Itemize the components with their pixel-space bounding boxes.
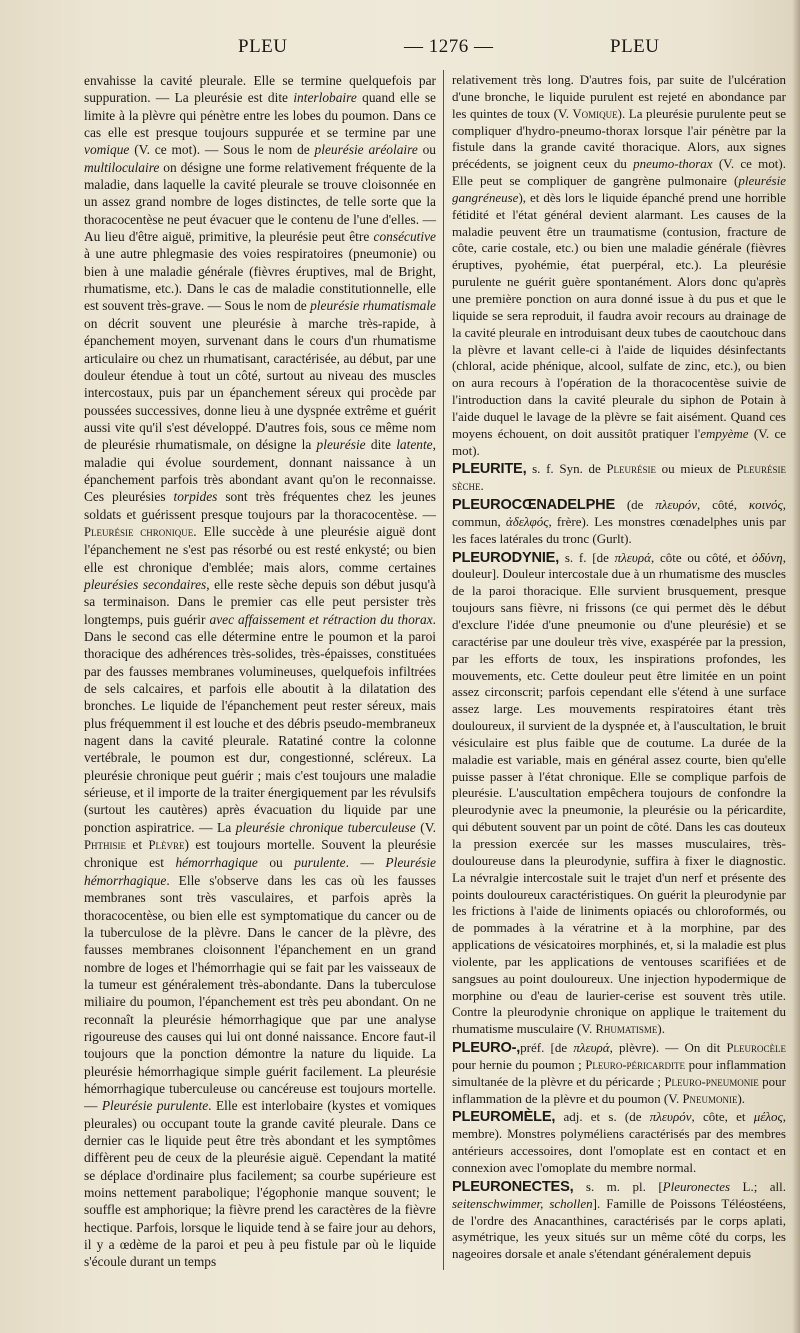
pleuresie-continuation: envahisse la cavité pleurale. Elle se termine quelquefois par suppuration. — La pleurésie est dite interlobaire quand elle se limite à la plèvre qui pénètre entre les lobes du poumon. Dans ce cas elle est presque toujours suppurée et se termine par une vomique (V. ce mot). — Sous le nom de pleurésie aréolaire ou multiloculaire on désigne une forme relativement fréquente de la maladie, dans laquelle la cavité pleurale se trouve cloisonnée en un assez grand nombre de loges distinctes, de telle sorte que la thoracocentèse ne peut évacuer que le contenu de l'une d'elles. — Au lieu d'être aiguë, primitive, la pleurésie peut être consécutive à une autre phlegmasie des voies respiratoires (pneumonie) ou bien à une maladie générale (fièvres éruptives, mal de Bright, rhumatisme, etc.). Dans le cas de maladie constitutionnelle, elle est souvent très-grave. — Sous le nom de pleurésie rhumatismale on décrit souvent une pleurésie à marche très-rapide, à épanchement moyen, survenant dans le cours d'un rhumatisme articulaire ou chez un rhumatisant, caractérisée, au début, par une douleur étendue à tout un côté, surtout au niveau des muscles intercostaux, puis par un épanchement séreux qui procède par poussées successives, donne lieu à une dyspnée extrême et guérit aussi vite qu'il s'est développé. D'autres fois, sous ce même nom de pleurésie rhumatismale, on désigne la pleurésie dite latente, maladie qui évolue sourdement, donnant naissance à un épanchement parfois très abondant avant qu'on le reconnaisse. Ces pleurésies torpides sont très fréquentes chez les jeunes soldats et guérissent presque toujours par la thoracocentèse. — Pleurésie chronique. Elle succède à une pleurésie aiguë dont l'épanchement ne s'est pas résorbé ou est resté enkysté; ou bien elle est chronique d'emblée; mais alors, comme certaines pleurésies secondaires, elle reste sèche depuis son début jusqu'à sa terminaison. Dans le premier cas elle peut persister très longtemps, puis guérir avec affaissement et rétraction du thorax. Dans le second cas elle détermine entre le poumon et la paroi thoracique des adhérences très-solides, très-épaisses, constituées par des fausses membranes volumineuses, quelquefois infiltrées de sels calcaires, et parfois elle aboutit à la dilatation des bronches. Le liquide de l'épanchement peut rester séreux, mais plus fréquemment il est louche et des débris pseudo-membraneux nagent dans la cavité pleurale. Ratatiné contre la colonne vertébrale, le poumon est dur, congestionné, scléreux. La pleurésie chronique peut guérir ; mais c'est toujours une maladie sérieuse, et il importe de la traiter énergiquement par les révulsifs (surtout les cautères) après évacuation du liquide par une ponction aspiratrice. — La pleurésie chronique tuberculeuse (V. Phthisie et Plèvre) est toujours mortelle. Souvent la pleurésie chronique est hémorrhagique ou purulente. — Pleurésie hémorrhagique. Elle s'observe dans les cas où les fausses membranes sont très vasculaires, et parfois après la thoracocentèse, ou bien elle est symptomatique du cancer ou de la tuberculose de la plèvre. Dans le cancer de la plèvre, des fausses membranes cloisonnent l'épanchement en un grand nombre de loges et l'hémorrhagie qui se fait par les vaisseaux de la tumeur est généralement très-abondante. Dans la tuberculose miliaire du poumon, l'épanchement est très peu abondant. On ne reconnaît la pleurésie hémorrhagique que par une analyse rigoureuse des causes qui lui ont donné naissance. Encore faut-il toujours que la ponction démontre la nature du liquide. La pleurésie hémorrhagique simple guérit facilement. La pleurésie hémorrhagique tuberculeuse ou cancéreuse est toujours mortelle. — Pleurésie purulente. Elle est interlobaire (kystes et vomiques pleurales) ou occupant toute la grande cavité pleurale. Dans ce dernier cas le liquide peut être très abondant et les symptômes diffèrent peu de ceux de la pleurésie aiguë. Cependant la matité se déplace d'ordinaire plus facilement; sa courbe supérieure est moins nettement parabolique; l'égophonie manque souvent; le souffle est amphorique; la fièvre prend les caractères de la fièvre hectique. Parfois, lorsque le liquide tend à se faire jour au dehors, il y a œdème de la paroi et peu à peu fistule par où le liquide s'écoule durant un temps [84, 73, 437, 1270]
headword: PLEURO-, [452, 1040, 521, 1057]
headword: PLEUROCŒNADELPHE [452, 497, 616, 514]
entry-pleurodynie: PLEURODYNIE, s. f. [de πλευρά, côte ou côté, et ὀδύνη, douleur]. Douleur intercostale due à un rhumatisme des muscles de la paroi thoracique. Elle survient brusquement, presque toujours sans fièvre, ni frissons (ce qui permet dès le début d'exclure l'idée d'une pneumonie ou d'une pleurésie) et se caractérise par une douleur très vive, exaspérée par la pression, par les efforts de toux, les inspirations profondes, les mouvements, etc. Cette douleur peut être limitée en un point assez circonscrit; parfois cependant elle s'étend à une surface assez large. Les mouvements respiratoires étant très douloureux, il survient de la dyspnée et, à l'auscultation, le bruit vésiculaire est plus faible que de coutume. La durée de la maladie est variable, mais en général assez courte, bien qu'elle puisse passer à l'état chronique. Elle se complique parfois de pleurésie. L'auscultation empêchera toujours de confondre la pleurodynie avec la pneumonie, la pleurésie ou la péricardite, qui débutent souvent par un point de côté. Dans les cas douteux la pression exercée sur les masses musculaires, très-douloureuse dans la pleurodynie, suffira à fixer le diagnostic. La névralgie intercostale suit le trajet d'un nerf et présente des points douloureux caractéristiques. On guérit la pleurodynie par les frictions à l'aide de liniments opiacés ou chloroformés, ou de pommades à la vératrine et à la morphine, par des applications de vésicatoires morphinés, et, si la maladie est plus violente, par les applications de ventouses scarifiées et de sangsues au point douloureux. Une injection hypodermique de morphine ou d'eau de laurier-cerise est souvent très utile. Contre la pleurodynie chronique on applique le traitement du rhumatisme musculaire (V. Rhumatisme). [452, 549, 786, 1037]
header-left-word: PLEU [238, 36, 288, 57]
left-column [84, 72, 436, 1271]
headword: PLEURODYNIE, [452, 549, 560, 566]
pleuresie-end: relativement très long. D'autres fois, par suite de l'ulcération d'une bronche, le liquide purulent est rejeté en abondance par les quintes de toux (V. Vomique). La pleurésie purulente peut se compliquer d'hydro-pneumo-thorax lorsque l'air pénètre par la fistule dans la grande cavité thoracique. Alors, aux signes précédents, se joignent ceux du pneumo-thorax (V. ce mot). Elle peut se compliquer de gangrène pulmonaire (pleurésie gangréneuse), et dès lors le liquide épanché prend une horrible fétidité et l'état général devient alarmant. Les causes de la maladie peuvent être un traumatisme (contusion, fracture de côte, carie costale, etc.) ou bien une maladie générale (fièvres éruptives, pyohémie, état puerpéral, etc.). La pleurésie purulente ne guérit guère spontanément. Alors donc qu'après une première ponction on aura donné issue à du pus et que le liquide se sera reproduit, il faudra avoir recours au drainage de la cavité pleurale en introduisant deux tubes de caoutchouc dans la plèvre et lavant celle-ci à l'aide de liquides désinfectants (chloral, acide phénique, alcool, sulfate de zinc, etc.), ou bien on aura recours à l'opération de la thoracocentèse suivie de l'introduction dans la cavité pleurale du siphon de Potain à l'aide duquel le lavage de la plèvre se fait aisément. Quand ces moyens échouent, on doit aussitôt pratiquer l'empyème (V. ce mot). [452, 72, 787, 458]
entry-pleuromele: PLEUROMÈLE, adj. et s. (de πλευρόν, côte, et μέλος, membre). Monstres polyméliens caractérisés par des membres antérieurs accessoires, dont l'omoplate est en contact et en connexion avec l'omoplate du membre normal. [452, 1109, 786, 1175]
headword: PLEUROMÈLE, [452, 1109, 556, 1126]
page-number: — 1276 — [404, 36, 494, 57]
right-column [452, 72, 786, 1263]
entry-pleurocoenadelphe: PLEUROCŒNADELPHE (de πλευρόν, côté, κοινός, commun, ἀδελφός, frère). Les monstres cœnadelphes unis par les faces latérales du tronc (Gurlt). [452, 497, 786, 546]
column-divider [443, 70, 444, 1270]
entry-pleuronectes: PLEURONECTES, s. m. pl. [Pleuronectes L.; all. seitenschwimmer, schollen]. Famille de Poissons Téléostéens, de l'ordre des Anacanthines, caractérisés par le corps aplati, asymétrique, les yeux situés sur un même côté du corps, les nageoires dorsale et anale s'étendant généralement depuis [452, 1178, 787, 1262]
entry-pleurite: PLEURITE, s. f. Syn. de Pleurésie ou mieux de Pleurésie sèche. [452, 461, 787, 494]
header-right-word: PLEU [610, 36, 660, 57]
headword: PLEURITE, [452, 461, 527, 478]
page-edge-shadow [792, 0, 800, 1333]
running-header [0, 36, 800, 66]
entry-pleuro-prefix: PLEURO-,préf. [de πλευρά, plèvre). — On dit Pleurocèle pour hernie du poumon ; Pleuro-péricardite pour inflammation simultanée de la plèvre et du péricarde ; Pleuro-pneumonie pour inflammation de la plèvre et du poumon (V. Pneumonie). [452, 1040, 787, 1106]
headword: PLEURONECTES, [452, 1178, 574, 1195]
